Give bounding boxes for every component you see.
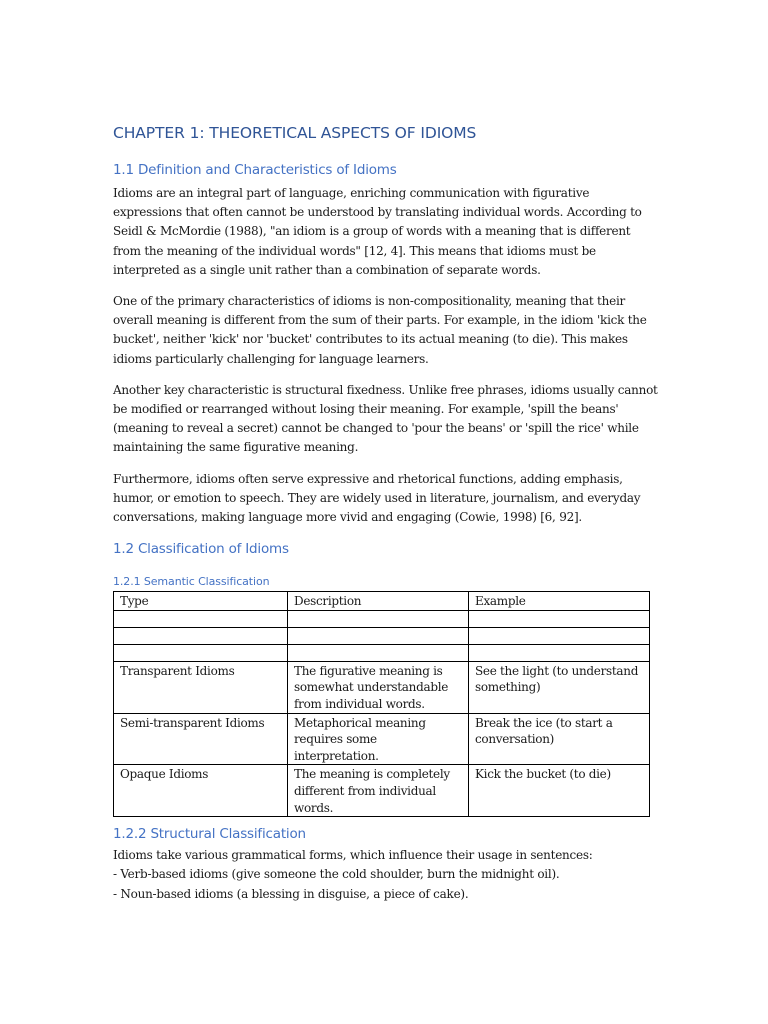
table-cell-type: Semi-transparent Idioms: [114, 713, 288, 765]
table-cell-type: Opaque Idioms: [114, 765, 288, 817]
table-row: [114, 661, 650, 713]
semantic-classification-table: [113, 591, 650, 817]
paragraph: Idioms are an integral part of language, enriching communication with figurative expressions that often cannot be understood by translating individual words. According to Seidl & McMordie (1988), "an idiom is a group of words with a meaning that is different from the meaning of the individual words" [12, 4]. This means that idioms must be interpreted as a single unit rather than a combination of separate words.: [113, 186, 642, 277]
table-header-cell: Type: [114, 592, 288, 611]
table-cell-example: See the light (to understand something): [469, 661, 650, 713]
section-heading-1-1: 1.1 Definition and Characteristics of Idioms: [113, 162, 397, 178]
table-empty-row: [114, 627, 650, 644]
table-header-cell: Example: [469, 592, 650, 611]
text-line: Idioms take various grammatical forms, which influence their usage in sentences:: [113, 848, 593, 863]
table-empty-row: [114, 644, 650, 661]
list-item: - Verb-based idioms (give someone the cold shoulder, burn the midnight oil).: [113, 867, 560, 882]
paragraph: One of the primary characteristics of idioms is non-compositionality, meaning that their overall meaning is different from the sum of their parts. For example, in the idiom 'kick the bucket', neither 'kick' nor 'bucket' contributes to its actual meaning (to die). This makes idioms particularly challenging for language learners.: [113, 294, 647, 366]
table-cell-example: Kick the bucket (to die): [469, 765, 650, 817]
paragraph: Another key characteristic is structural fixedness. Unlike free phrases, idioms usually cannot be modified or rearranged without losing their meaning. For example, 'spill the beans' (meaning to reveal a secret) cannot be changed to 'pour the beans' or 'spill the rice' while maintaining the same figurative meaning.: [113, 382, 658, 455]
table-cell-description: The figurative meaning is somewhat understandable from individual words.: [288, 661, 469, 713]
list-item: - Noun-based idioms (a blessing in disguise, a piece of cake).: [113, 886, 469, 901]
table-header-cell: Description: [288, 592, 469, 611]
table-cell-example: Break the ice (to start a conversation): [469, 713, 650, 765]
subsection-heading-1-2-2: 1.2.2 Structural Classification: [113, 826, 306, 843]
subsection-heading-1-2-1: 1.2.1 Semantic Classification: [113, 575, 270, 589]
chapter-title: CHAPTER 1: THEORETICAL ASPECTS OF IDIOMS: [113, 124, 477, 142]
table-cell-description: The meaning is completely different from individual words.: [288, 765, 469, 817]
table-row: [114, 765, 650, 817]
page-content: [113, 124, 658, 904]
paragraph: Furthermore, idioms often serve expressive and rhetorical functions, adding emphasis, humor, or emotion to speech. They are widely used in literature, journalism, and everyday conversations, making language more vivid and engaging (Cowie, 1998) [6, 92].: [113, 471, 641, 525]
table-cell-description: Metaphorical meaning requires some interpretation.: [288, 713, 469, 765]
table-empty-row: [114, 610, 650, 627]
section-heading-1-2: 1.2 Classification of Idioms: [113, 541, 289, 558]
table-row: [114, 713, 650, 765]
table-header-row: [114, 592, 650, 611]
table-cell-type: Transparent Idioms: [114, 661, 288, 713]
